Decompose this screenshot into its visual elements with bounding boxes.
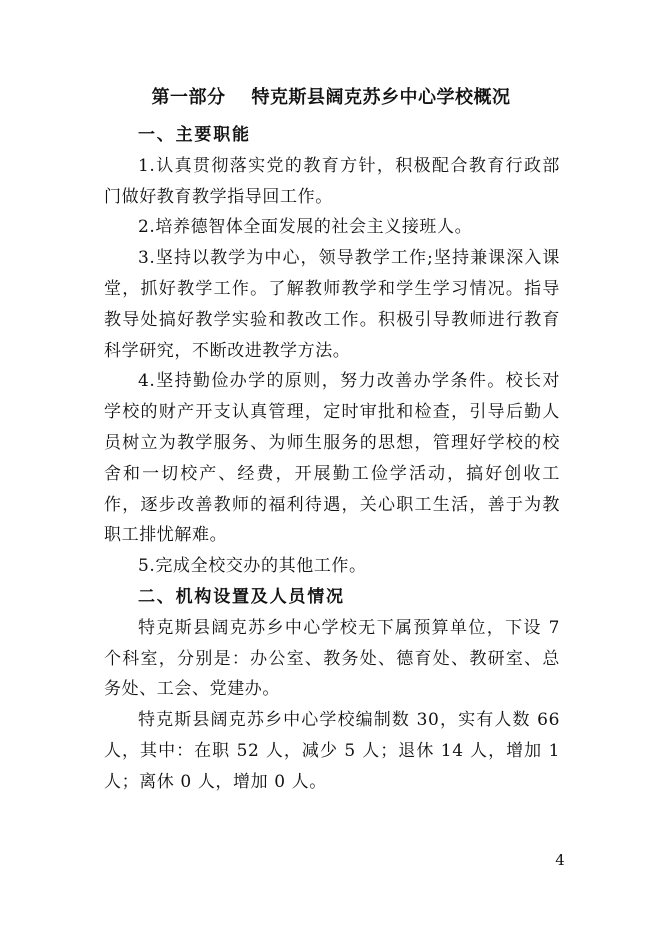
paragraph: 3.坚持以教学为中心，领导教学工作;坚持兼课深入课堂，抓好教学工作。了解教师教学和学生学习情况。指导教导处搞好教学实验和教改工作。积极引导教师进行教育科学研究，不断改进教学方法。 (104, 248, 560, 361)
document-body (104, 120, 560, 798)
paragraph: 5.完成全校交办的其他工作。 (138, 556, 367, 577)
section-heading-organization: 二、机构设置及人员情况 (138, 586, 345, 607)
section-heading-functions: 一、主要职能 (138, 125, 251, 145)
title-part-label: 第一部分 (151, 87, 226, 108)
paragraph: 4.坚持勤俭办学的原则，努力改善办学条件。校长对学校的财产开支认真管理，定时审批和检查，引导后勤人员树立为教学服务、为师生服务的思想，管理好学校的校舍和一切校产、经费，开展勤工俭学活动，搞好创收工作，逐步改善教师的福利待遇，关心职工生活，善于为教职工排忧解难。 (104, 371, 560, 546)
page-number: 4 (555, 851, 565, 869)
paragraph: 1.认真贯彻落实党的教育方针，积极配合教育行政部门做好教育教学指导回工作。 (104, 155, 560, 207)
page-title (0, 86, 662, 110)
paragraph: 特克斯县阔克苏乡中心学校编制数 30，实有人数 66 人，其中：在职 52 人，减少 5 人；退休 14 人，增加 1 人；离休 0 人，增加 0 人。 (104, 710, 560, 792)
title-main-label: 特克斯县阔克苏乡中心学校概况 (251, 87, 511, 108)
paragraph: 2.培养德智体全面发展的社会主义接班人。 (138, 217, 473, 238)
paragraph: 特克斯县阔克苏乡中心学校无下属预算单位，下设 7 个科室，分别是：办公室、教务处、德育处、教研室、总务处、工会、党建办。 (104, 617, 560, 700)
